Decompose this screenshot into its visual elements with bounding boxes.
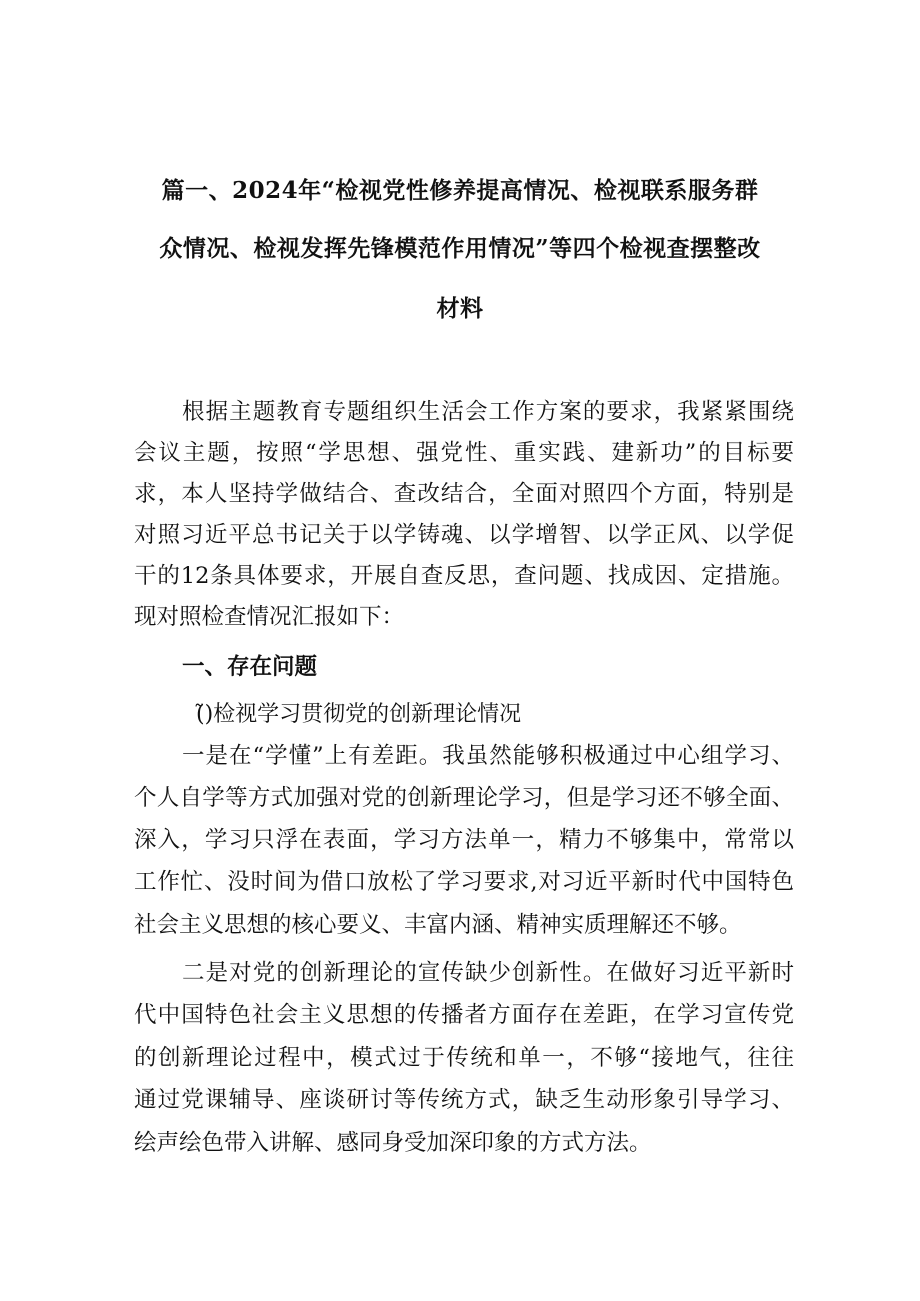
intro-line: 求，本人坚持学做结合、查改结合，全面对照四个方面，特别是 — [134, 481, 794, 507]
para2-line: 二是对党的创新理论的宣传缺少创新性。在做好习近平新时 — [182, 960, 794, 986]
section-heading: 一、存在问题 — [182, 654, 318, 680]
para2-line: 通过党课辅导、座谈研讨等传统方式，缺乏生动形象引导学习、 — [134, 1087, 794, 1113]
document-title-line-2: 众情况、检视发挥先锋模范作用情况”等四个检视查摆整改 — [159, 235, 761, 262]
para2-line: 代中国特色社会主义思想的传播者方面存在差距，在学习宣传党 — [134, 1002, 794, 1028]
section-subheading: (̃)检视学习贯彻党的创新理论情况 — [196, 702, 522, 727]
para1-line: 深入，学习只浮在表面，学习方法单一，精力不够集中，常常以 — [134, 827, 794, 853]
intro-line: 现对照检查情况汇报如下： — [134, 604, 405, 630]
intro-line: 根据主题教育专题组织生活会工作方案的要求，我紧紧围绕 — [182, 399, 794, 425]
intro-line: 干的12条具体要求，开展自查反思，查问题、找成因、定措施。 — [134, 563, 794, 589]
para1-line: 工作忙、没时间为借口放松了学习要求,对习近平新时代中国特色 — [134, 869, 794, 895]
intro-line: 对照习近平总书记关于以学铸魂、以学增智、以学正风、以学促 — [134, 522, 794, 548]
para2-line: 绘声绘色带入讲解、感同身受加深印象的方式方法。 — [134, 1130, 652, 1156]
document-title-line-3: 材料 — [436, 295, 484, 322]
para2-line: 的创新理论过程中，模式过于传统和单一，不够“接地气，往往 — [134, 1045, 794, 1071]
para1-line: 个人自学等方式加强对党的创新理论学习，但是学习还不够全面、 — [134, 785, 794, 811]
document-title-line-1: 篇一、2024年“检视党性修养提高情况、检视联系服务群 — [161, 177, 759, 204]
para1-line: 社会主义思想的核心要义、丰富内涵、精神实质理解还不够。 — [134, 912, 742, 938]
para1-line: 一是在“学懂”上有差距。我虽然能够积极通过中心组学习、 — [182, 743, 794, 769]
intro-line: 会议主题，按照“学思想、强党性、重实践、建新功”的目标要 — [134, 440, 794, 466]
